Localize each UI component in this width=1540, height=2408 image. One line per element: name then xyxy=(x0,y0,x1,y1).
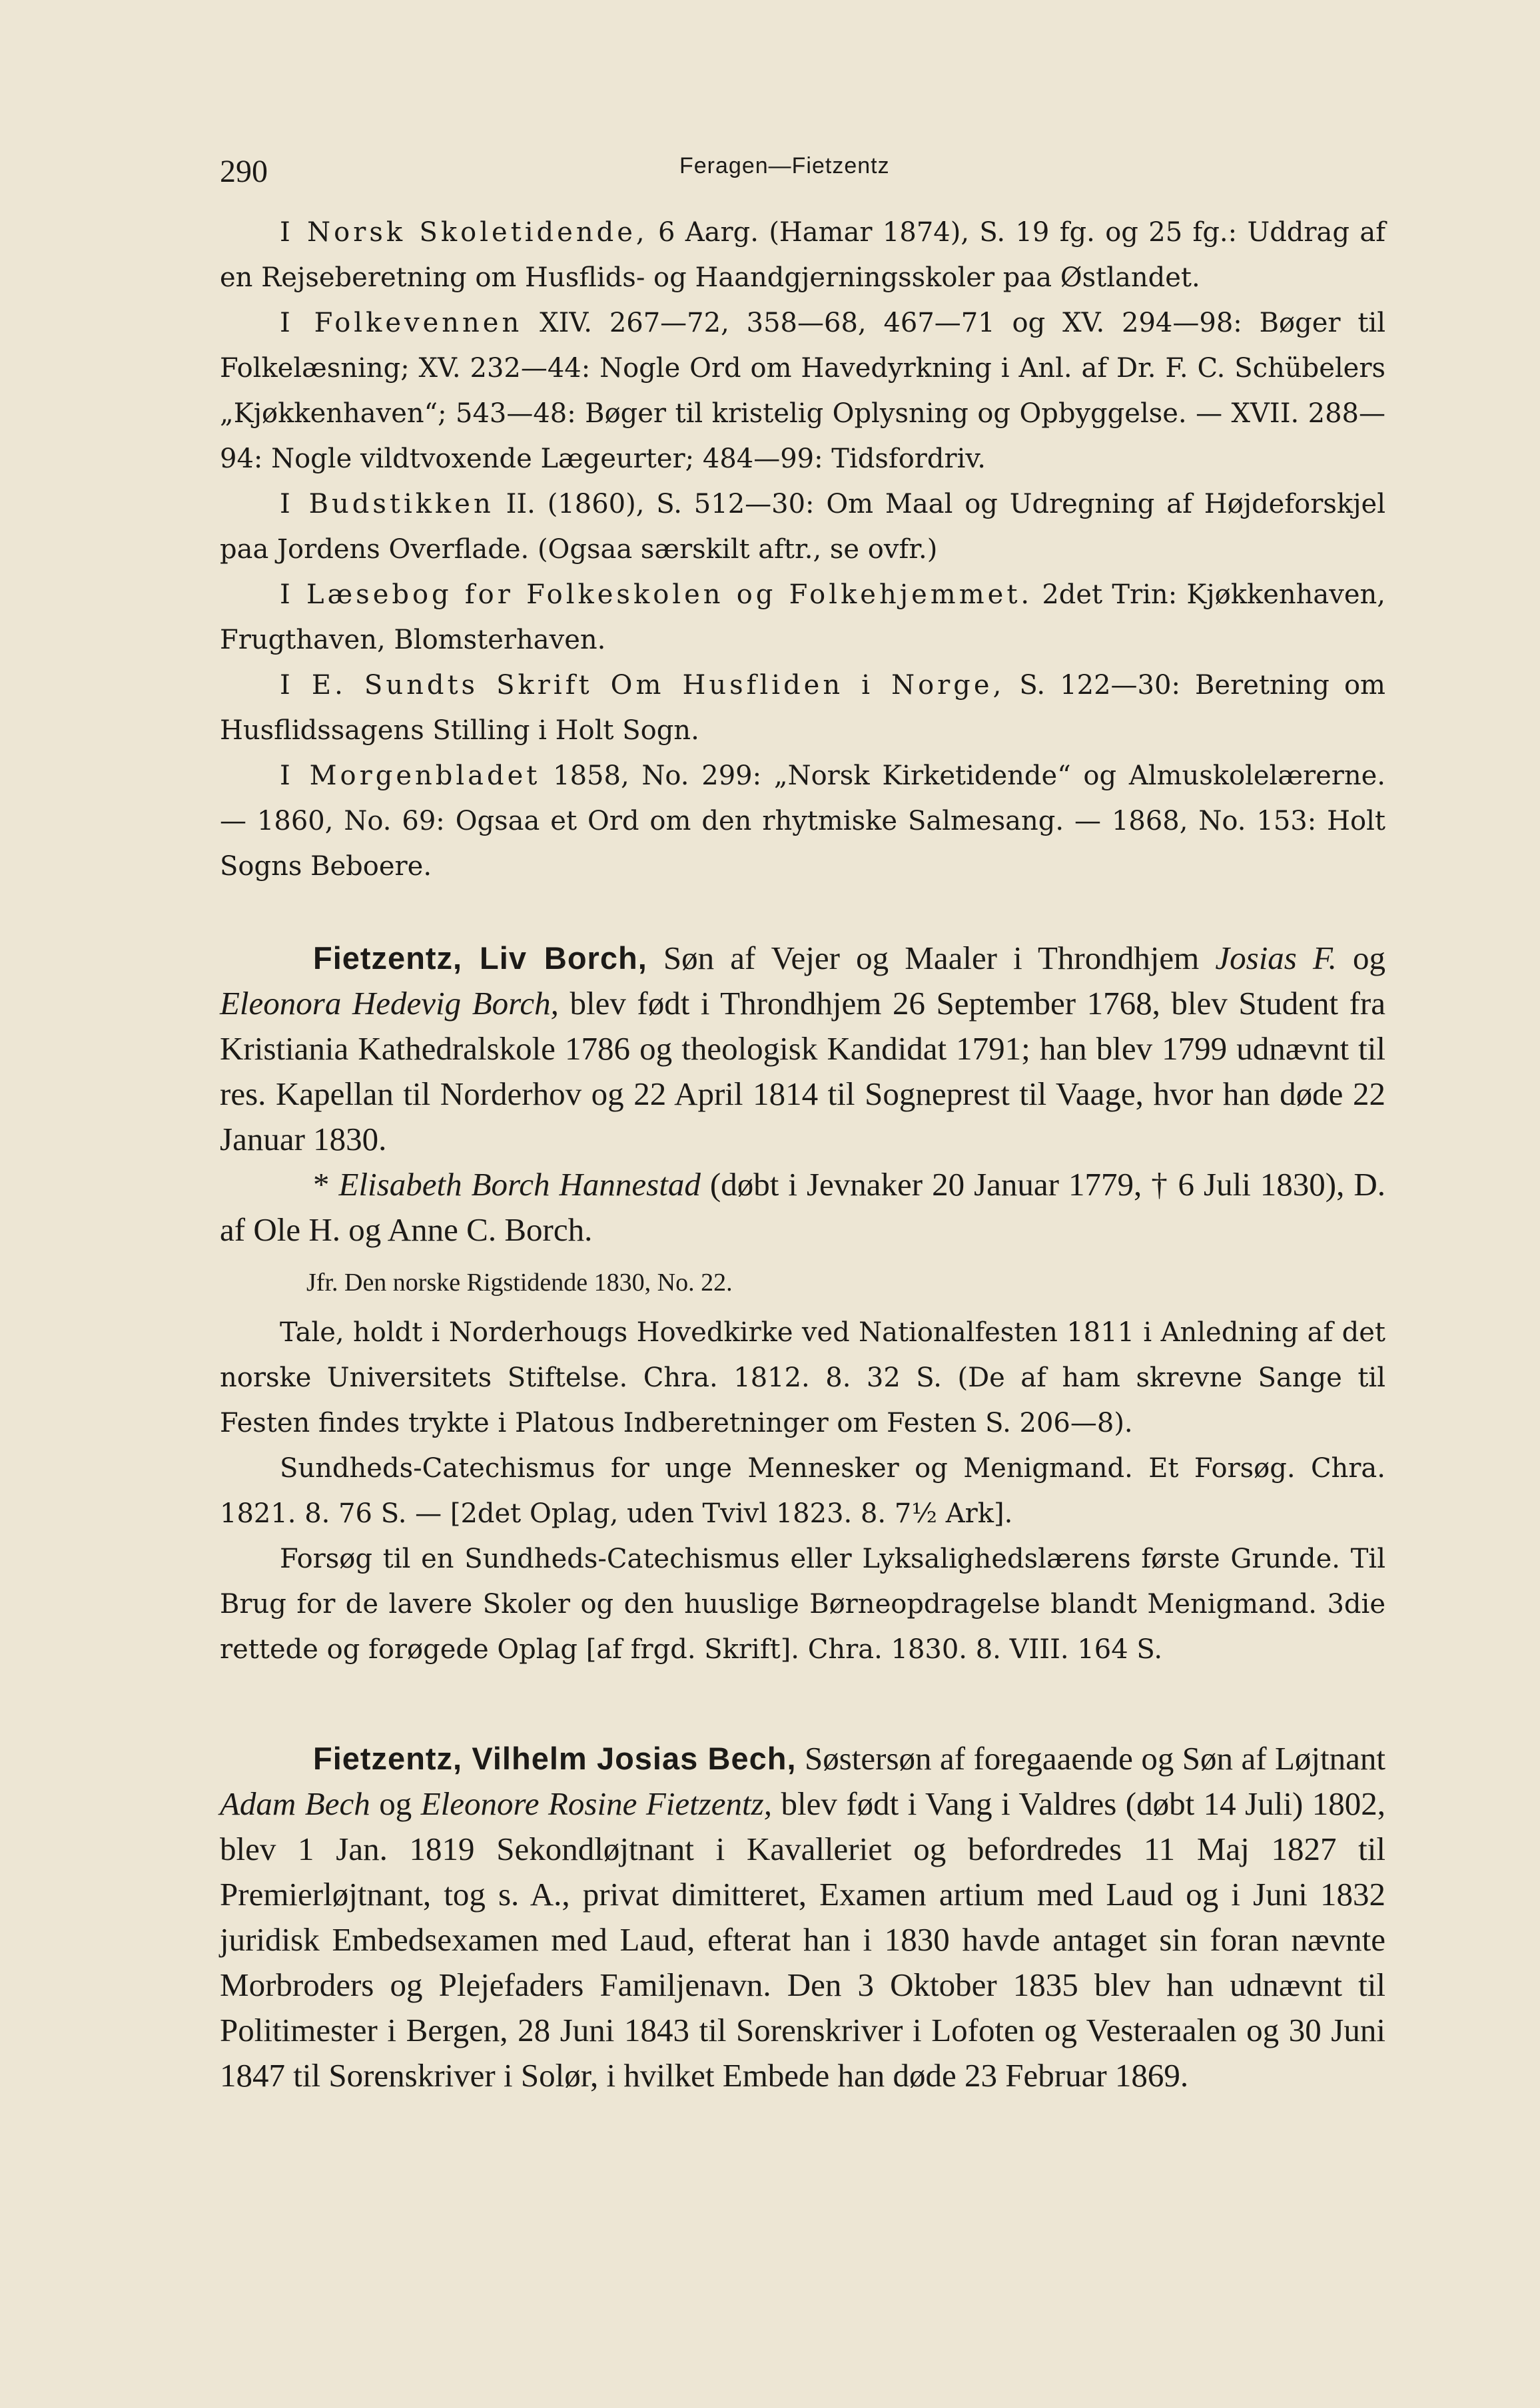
entry-name: Fietzentz, Vilhelm Josias Bech, xyxy=(313,1741,797,1776)
bibliography-item xyxy=(220,663,1385,753)
spouse-details: (døbt i Jevnaker 20 Januar 1779, † 6 Juli 1830), D. af Ole H. og Anne C. Borch. xyxy=(220,1166,1386,1248)
main-text xyxy=(220,210,1385,2098)
bibliography-source: I Budstikken xyxy=(280,489,494,519)
bibliography-text: S. 122—30: Beretning om Husflidssagens Stilling i Holt Sogn. xyxy=(220,670,1385,746)
bibliography-item xyxy=(220,572,1385,663)
bibliography-source: I E. Sundts Skrift Om Husfliden i Norge, xyxy=(280,670,1005,701)
entry-biography xyxy=(220,1736,1385,2098)
bibliography-source: I Norsk Skoletidende, xyxy=(280,217,648,248)
entry-vilhelm-josias-bech-fietzentz xyxy=(220,1736,1385,2098)
bibliography-item xyxy=(220,300,1385,481)
bio-lead: Søn af Vejer og Maaler i Throndhjem xyxy=(663,940,1200,976)
entry-name: Fietzentz, Liv Borch, xyxy=(313,940,647,976)
reference-line: Jfr. Den norske Rigstidende 1830, No. 22. xyxy=(306,1269,733,1297)
bio-rest: blev født i Vang i Valdres (døbt 14 Juli) 1802, blev 1 Jan. 1819 Sekondløjtnant i Kavalleriet og befordredes 11 Maj 1827 til Premierløjtnant, tog s. A., privat dimitteret, Examen artium med Laud og i Juni 1832 juridisk Embedsexamen med Laud, efterat han i 1830 havde antaget sin foran nævnte Morbroders og Plejefaders Familjenavn. Den 3 Oktober 1835 blev han udnævnt til Politimester i Bergen, 28 Juni 1843 til Sorenskriver i Lofoten og Vesteraalen og 30 Juni 1847 til Sorenskriver i Solør, i hvilket Embede han døde 23 Februar 1869. xyxy=(220,1785,1386,2094)
bibliography-continuation xyxy=(220,210,1385,889)
work-item: Sundheds-Catechismus for unge Mennesker og Menigmand. Et Forsøg. Chra. 1821. 8. 76 S. — [2det Oplag, uden Tvivl 1823. 8. 7½ Ark]. xyxy=(220,1453,1385,1529)
spouse-name: Elisabeth Borch Hannestad xyxy=(338,1166,701,1203)
bibliography-text: II. (1860), S. 512—30: Om Maal og Udregning af Højdeforskjel paa Jordens Overflade. (Ogsaa særskilt aftr., se ovfr.) xyxy=(220,489,1385,565)
bibliography-source: I Læsebog for Folkeskolen og Folkehjemmet. xyxy=(280,579,1033,610)
bibliography-item xyxy=(220,210,1385,300)
entry-liv-borch-fietzentz xyxy=(220,936,1385,1672)
bibliography-text: XIV. 267—72, 358—68, 467—71 og XV. 294—98: Bøger til Folkelæsning; XV. 232—44: Nogle Ord om Havedyrkning i Anl. af Dr. F. C. Schübelers „Kjøkkenhaven“; 543—48: Bøger til kristelig Oplysning og Opbyggelse. — XVII. 288—94: Nogle vildtvoxende Lægeurter; 484—99: Tidsfordriv. xyxy=(220,308,1385,474)
bibliography-source: I Folkevennen xyxy=(280,308,523,338)
father-name: Josias F. xyxy=(1215,940,1337,976)
bibliography-text: 2det Trin: Kjøkkenhaven, Frugthaven, Blomsterhaven. xyxy=(220,579,1386,655)
work-item: Forsøg til en Sundheds-Catechismus eller Lyksalighedslærens første Grunde. Til Brug for de lavere Skoler og den huuslige Børneopdragelse blandt Menigmand. 3die rettede og forøgede Oplag [af frgd. Skrift]. Chra. 1830. 8. VIII. 164 S. xyxy=(220,1544,1385,1665)
bio-lead: Søstersøn af foregaaende og Søn af Løjtnant xyxy=(804,1740,1386,1777)
father-name: Adam Bech xyxy=(220,1785,370,1822)
entry-biography xyxy=(220,936,1385,1162)
running-head xyxy=(220,147,1385,200)
mother-name: Eleonora Hedevig Borch, xyxy=(220,985,559,1022)
running-title: Feragen—Fietzentz xyxy=(679,153,890,178)
work-item: Tale, holdt i Norderhougs Hovedkirke ved Nationalfesten 1811 i Anledning af det norske Universitets Stiftelse. Chra. 1812. 8. 32 S. (De af ham skrevne Sange til Festen findes trykte i Platous Indberetninger om Festen S. 206—8). xyxy=(220,1317,1385,1438)
mother-name: Eleonore Rosine Fietzentz, xyxy=(420,1785,772,1822)
spouse-mark: * xyxy=(313,1166,330,1203)
bibliography-text: 1858, No. 299: „Norsk Kirketidende“ og Almuskolelærerne. — 1860, No. 69: Ogsaa et Ord om den rhytmiske Salmesang. — 1868, No. 153: Holt Sogns Beboere. xyxy=(220,760,1386,882)
spouse-line xyxy=(220,1162,1385,1253)
works-list xyxy=(220,1310,1385,1672)
bibliography-item xyxy=(220,753,1385,889)
page-number: 290 xyxy=(220,154,268,189)
bibliography-source: I Morgenbladet xyxy=(280,760,541,791)
conjunction: og xyxy=(1353,940,1386,976)
bio-rest: blev født i Throndhjem 26 September 1768, blev Student fra Kristiania Kathedralskole 1786 og theologisk Kandidat 1791; han blev 1799 udnævnt til res. Kapellan til Norderhov og 22 April 1814 til Sogneprest til Vaage, hvor han døde 22 Januar 1830. xyxy=(220,985,1385,1157)
bibliography-item xyxy=(220,481,1385,572)
bibliography-text: 6 Aarg. (Hamar 1874), S. 19 fg. og 25 fg.: Uddrag af en Rejseberetning om Husflids- og Haandgjerningsskoler paa Østlandet. xyxy=(220,217,1386,293)
conjunction: og xyxy=(379,1785,412,1822)
